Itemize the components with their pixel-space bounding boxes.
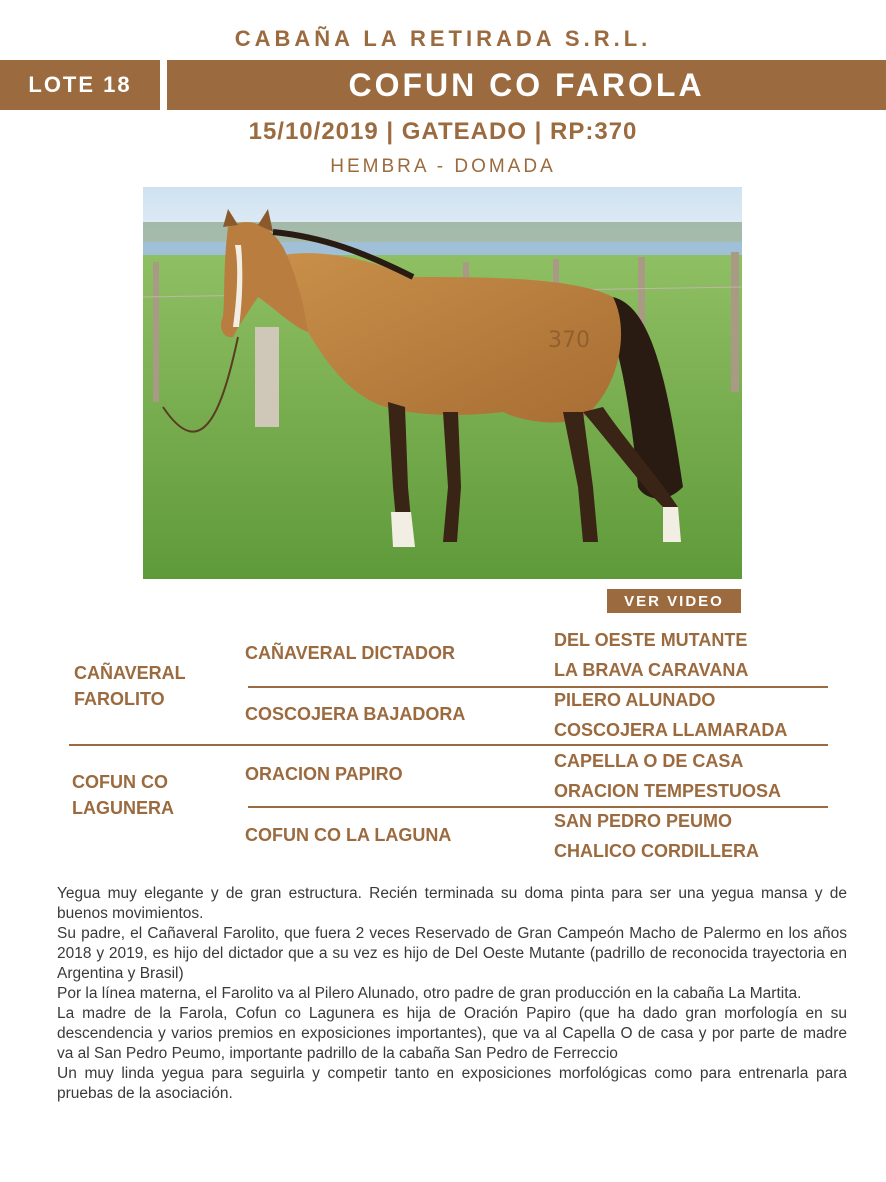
dam-name: COFUN CO LAGUNERA (72, 772, 174, 818)
sire-name: CAÑAVERAL FAROLITO (74, 663, 186, 709)
pedigree-divider (248, 806, 828, 808)
great-grandparent-2: LA BRAVA CARAVANA (554, 660, 749, 680)
horse-photo (143, 187, 742, 579)
great-grandparent-4: COSCOJERA LLAMARADA (554, 720, 788, 740)
sire-dam-name: COSCOJERA BAJADORA (245, 704, 466, 724)
description-paragraph: Un muy linda yegua para seguirla y competir tanto en exposiciones morfológicas como para entrenarla para pruebas de la asociación. (57, 1065, 847, 1102)
sire-sire-name: CAÑAVERAL DICTADOR (245, 643, 455, 663)
sex-status: HEMBRA - DOMADA (330, 156, 556, 177)
lot-number: LOTE 18 (0, 60, 160, 110)
great-grandparent-7: SAN PEDRO PEUMO (554, 811, 733, 831)
watch-video-button[interactable]: VER VIDEO (607, 589, 741, 613)
great-grandparent-8: CHALICO CORDILLERA (554, 841, 759, 861)
great-grandparent-5: CAPELLA O DE CASA (554, 751, 744, 771)
description-paragraph: Su padre, el Cañaveral Farolito, que fuera 2 veces Reservado de Gran Campeón Macho de Palermo en los años 2018 y 2019, es hijo del dictador que a su vez es hijo de Del Oeste Mutante (padrillo de reconocida trayectoria en Argentina y Brasil) (57, 925, 847, 982)
description-paragraph: La madre de la Farola, Cofun co Lagunera es hija de Oración Papiro (que ha dado gran morfología en su descendencia y varios premios en exposiciones importantes), que va al Capella O de casa y por parte de madre va al San Pedro Peumo, importante padrillo de la cabaña San Pedro de Ferreccio (57, 1005, 847, 1062)
description-paragraph: Yegua muy elegante y de gran estructura. Recién terminada su doma pinta para ser una yegua mansa y de buenos movimientos. (57, 885, 847, 922)
horse-details: 15/10/2019 | GATEADO | RP:370 (248, 118, 638, 145)
description-paragraph: Por la línea materna, el Farolito va al Pilero Alunado, otro padre de gran producción en la cabaña La Martita. (57, 985, 802, 1002)
breeder-title: CABAÑA LA RETIRADA S.R.L. (234, 26, 652, 51)
dam-sire-name: ORACION PAPIRO (245, 764, 403, 784)
horse-description (57, 884, 847, 1104)
pedigree-divider (248, 686, 828, 688)
horse-illustration (143, 187, 742, 579)
great-grandparent-6: ORACION TEMPESTUOSA (554, 781, 782, 801)
brand-mark: 370 (548, 328, 590, 353)
great-grandparent-1: DEL OESTE MUTANTE (554, 630, 748, 650)
horse-name: COFUN CO FAROLA (167, 60, 886, 110)
dam-dam-name: COFUN CO LA LAGUNA (245, 825, 452, 845)
pedigree-divider-main (69, 744, 828, 746)
great-grandparent-3: PILERO ALUNADO (554, 690, 716, 710)
